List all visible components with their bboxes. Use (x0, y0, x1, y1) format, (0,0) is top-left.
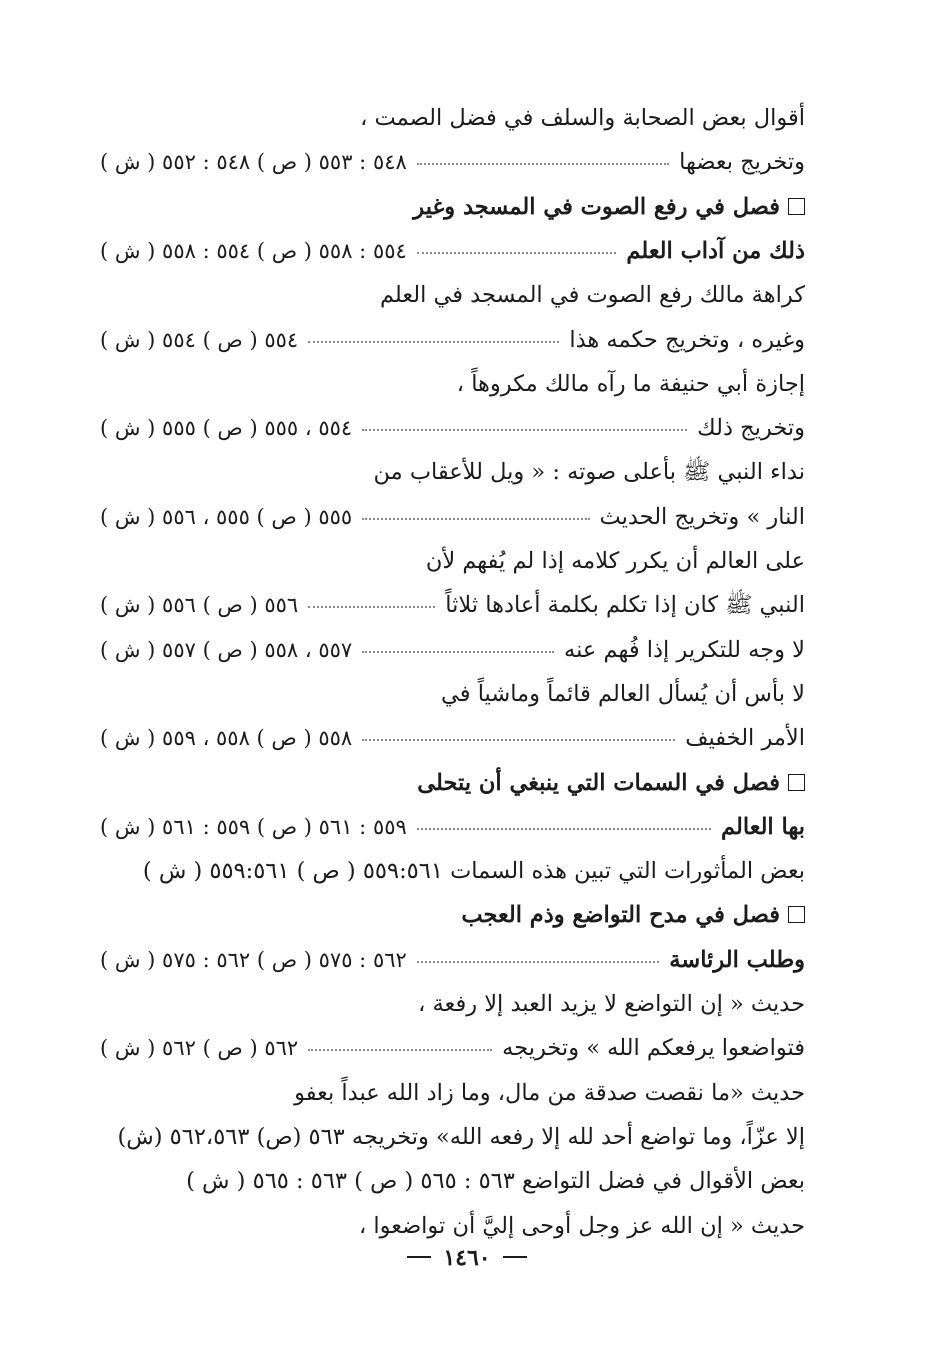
text-line: لا بأس أن يُسأل العالم قائماً وماشياً في (441, 681, 805, 707)
index-entry (100, 408, 805, 448)
heading-text: فصل في السمات التي ينبغي أن يتحلى (417, 770, 780, 796)
text-line: أقوال بعض الصحابة والسلف في فضل الصمت ، (360, 105, 805, 131)
square-bullet-icon (788, 906, 805, 923)
dot-leader (417, 828, 711, 830)
page-number-text: ١٤٦٠ (443, 1245, 491, 1271)
page-reference: ٥٤٨ : ٥٥٣ ( ص ) ٥٤٨ : ٥٥٢ ( ش ) (100, 150, 407, 174)
section-heading (100, 187, 805, 227)
dot-leader (362, 518, 589, 520)
dot-leader (362, 429, 687, 431)
page-reference: ٥٥٨ ( ص ) ٥٥٨ ، ٥٥٩ ( ش ) (100, 726, 353, 750)
entry-title: لا وجه للتكرير إذا فُهم عنه (564, 637, 805, 663)
index-entry (100, 1028, 805, 1068)
index-entry (100, 320, 805, 360)
dot-leader (362, 739, 675, 741)
page-reference: ٥٥٤ ( ص ) ٥٥٤ ( ش ) (100, 328, 299, 352)
page-reference: ٥٥٥ ( ص ) ٥٥٥ ، ٥٥٦ ( ش ) (100, 505, 353, 529)
page-reference: ٥٥٦ ( ص ) ٥٥٦ ( ش ) (100, 593, 299, 617)
dot-leader (417, 252, 617, 254)
dot-leader (308, 1049, 492, 1051)
entry-title: النبي ﷺ كان إذا تكلم بكلمة أعادها ثلاثاً (445, 592, 805, 618)
page-reference: ٥٦٢ : ٥٧٥ ( ص ) ٥٦٢ : ٥٧٥ ( ش ) (100, 948, 407, 972)
index-entry (100, 718, 805, 758)
heading-text: فصل في مدح التواضع وذم العجب (461, 902, 780, 928)
text-line: حديث «ما نقصت صدقة من مال، وما زاد الله عبداً بعفو (294, 1080, 805, 1106)
folio-dash (407, 1256, 431, 1258)
index-entry (100, 940, 805, 980)
heading-text: فصل في رفع الصوت في المسجد وغير (413, 194, 780, 220)
entry-title: وغيره ، وتخريج حكمه هذا (569, 327, 805, 353)
text-line: إجازة أبي حنيفة ما رآه مالك مكروهاً ، (456, 371, 805, 397)
text-line: حديث « إن التواضع لا يزيد العبد إلا رفعة ، (418, 991, 805, 1017)
index-entry (100, 231, 805, 271)
text-line: إلا عزّاً، وما تواضع أحد لله إلا رفعه الله» وتخريجه ٥٦٣ (ص) ٥٦٢،٥٦٣ (ش) (117, 1124, 805, 1150)
folio-dash (503, 1256, 527, 1258)
entry-title: فتواضعوا يرفعكم الله » وتخريجه (502, 1035, 805, 1061)
index-entry (100, 142, 805, 182)
page-reference: ٥٥٧ ، ٥٥٨ ( ص ) ٥٥٧ ( ش ) (100, 638, 353, 662)
index-entry (100, 497, 805, 537)
text-line: حديث « إن الله عز وجل أوحى إليَّ أن تواضعوا ، (358, 1213, 805, 1239)
page-reference: ٥٥٤ : ٥٥٨ ( ص ) ٥٥٤ : ٥٥٨ ( ش ) (100, 239, 407, 263)
section-heading (100, 763, 805, 803)
dot-leader (417, 163, 669, 165)
entry-title: ذلك من آداب العلم (626, 238, 805, 264)
dot-leader (362, 651, 554, 653)
text-line: كراهة مالك رفع الصوت في المسجد في العلم (379, 282, 805, 308)
entry-title: الأمر الخفيف (685, 725, 805, 751)
dot-leader (417, 961, 660, 963)
page-reference: ٥٥٤ ، ٥٥٥ ( ص ) ٥٥٥ ( ش ) (100, 416, 353, 440)
entry-title: وتخريج بعضها (679, 149, 805, 175)
square-bullet-icon (788, 774, 805, 791)
entry-title: وتخريج ذلك (697, 415, 805, 441)
text-line: على العالم أن يكرر كلامه إذا لم يُفهم لأن (425, 548, 805, 574)
dot-leader (308, 341, 559, 343)
text-line: نداء النبي ﷺ بأعلى صوته : « ويل للأعقاب من (373, 459, 805, 485)
entry-title: وطلب الرئاسة (669, 947, 805, 973)
page-reference: ٥٦٢ ( ص ) ٥٦٢ ( ش ) (100, 1036, 299, 1060)
index-entry (100, 585, 805, 625)
index-entry (100, 807, 805, 847)
square-bullet-icon (788, 198, 805, 215)
dot-leader (308, 606, 435, 608)
entry-title: بها العالم (721, 814, 805, 840)
page-number (0, 1245, 934, 1271)
entry-title: النار » وتخريج الحديث (599, 504, 805, 530)
text-line: بعض الأقوال في فضل التواضع ٥٦٣ : ٥٦٥ ( ص ) ٥٦٣ : ٥٦٥ ( ش ) (186, 1168, 805, 1194)
text-line: بعض المأثورات التي تبين هذه السمات ٥٥٩:٥٦١ ( ص ) ٥٥٩:٥٦١ ( ش ) (142, 858, 805, 884)
section-heading (100, 895, 805, 935)
index-entry (100, 630, 805, 670)
page-reference: ٥٥٩ : ٥٦١ ( ص ) ٥٥٩ : ٥٦١ ( ش ) (100, 815, 407, 839)
